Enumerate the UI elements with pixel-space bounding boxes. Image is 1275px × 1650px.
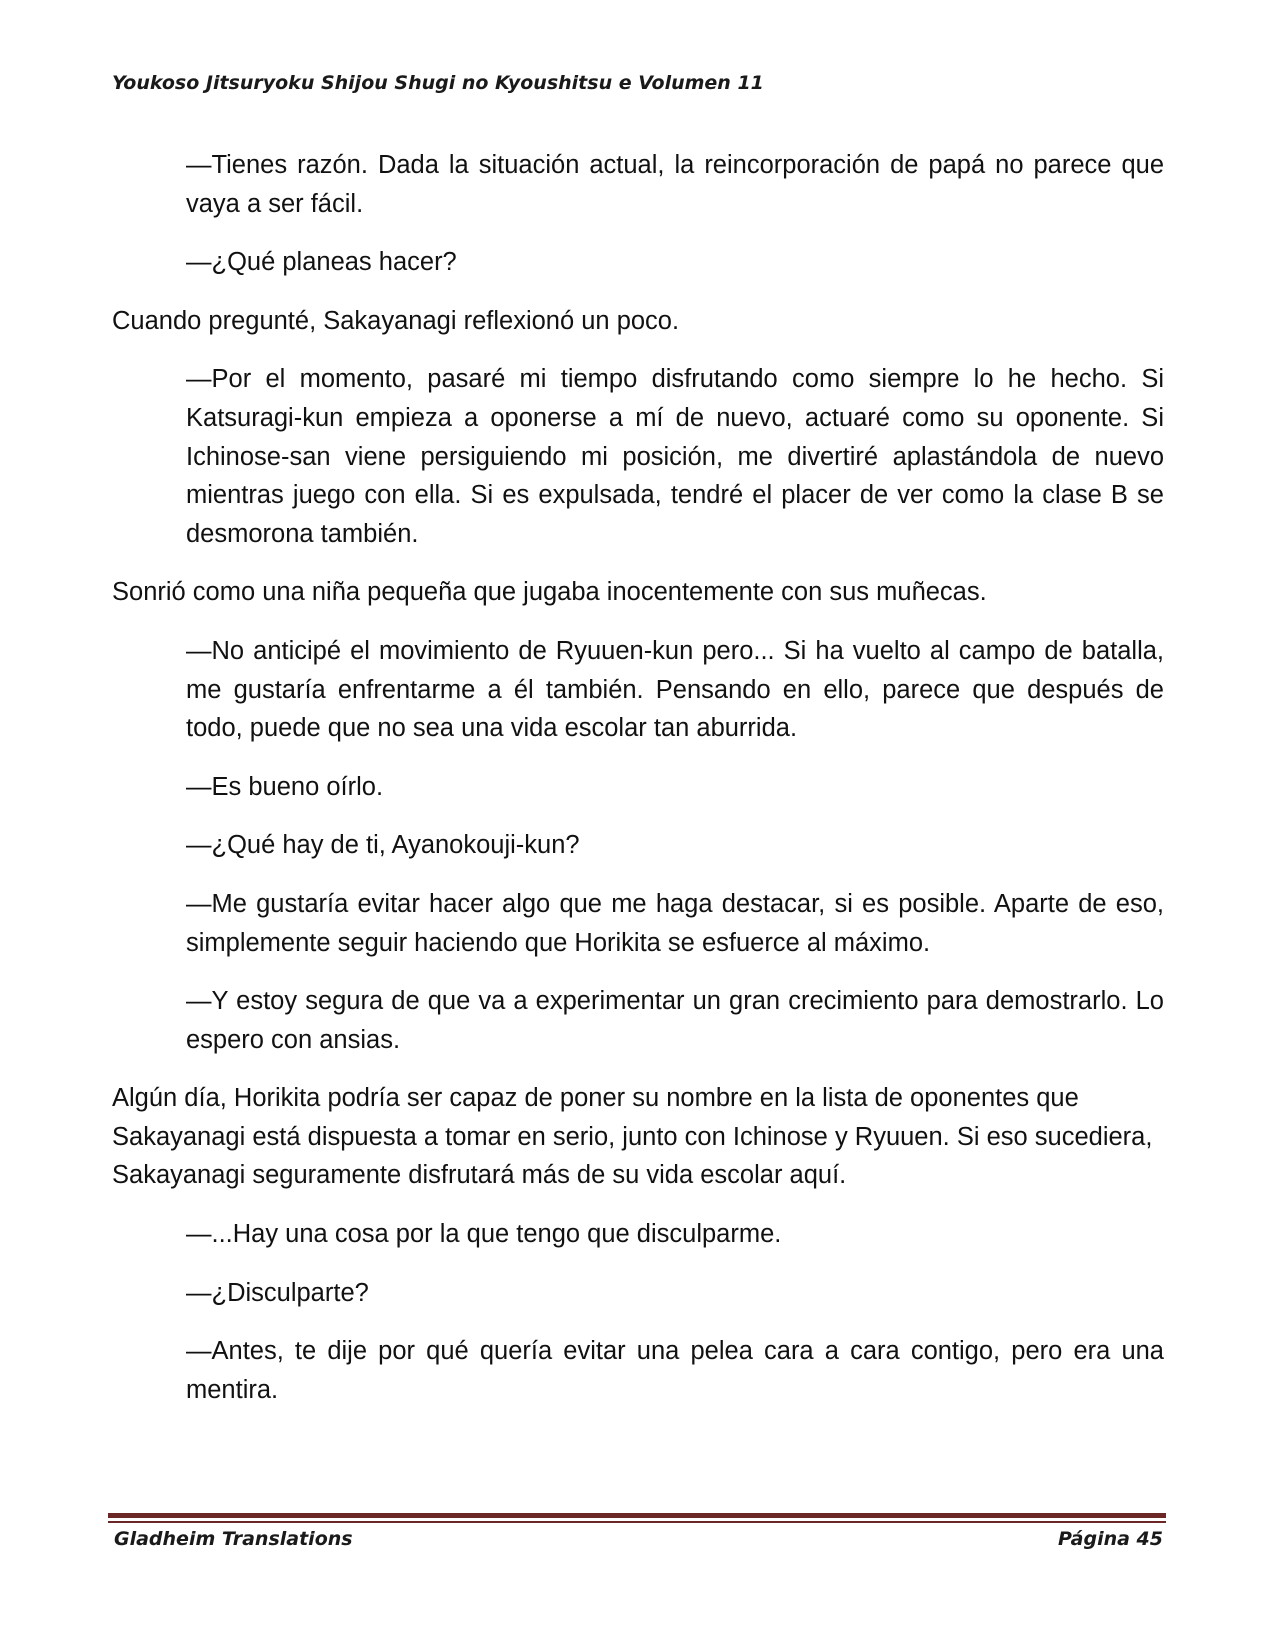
dialogue-paragraph: —Es bueno oírlo. [186, 772, 384, 801]
narration-paragraph: Algún día, Horikita podría ser capaz de poner su nombre en la lista de oponentes que Sakayanagi está dispuesta a tomar en serio, junto con Ichinose y Ryuuen. Si eso sucediera, Sakayanagi seguramente disfrutará más de su vida escolar aquí. [112, 1084, 1153, 1190]
dialogue-paragraph: —Me gustaría evitar hacer algo que me haga destacar, si es posible. Aparte de eso, simplemente seguir haciendo que Horikita se esfuerce al máximo. [186, 889, 1164, 957]
dialogue-paragraph: —Antes, te dije por qué quería evitar una pelea cara a cara contigo, pero era una mentira. [186, 1337, 1164, 1404]
dialogue-paragraph: —...Hay una cosa por la que tengo que disculparme. [186, 1220, 782, 1249]
dialogue-paragraph: —Tienes razón. Dada la situación actual, la reincorporación de papá no parece que vaya a ser fácil. [186, 151, 1164, 218]
narration-paragraph: Sonrió como una niña pequeña que jugaba inocentemente con sus muñecas. [112, 578, 987, 607]
page-header-title: Youkoso Jitsuryoku Shijou Shugi no Kyoushitsu e Volumen 11 [112, 72, 764, 94]
footer-divider-thin [108, 1521, 1166, 1523]
page-body [112, 146, 1164, 1429]
footer-divider-thick [108, 1513, 1166, 1518]
dialogue-paragraph: —¿Qué planeas hacer? [186, 248, 457, 277]
footer-translator-credit: Gladheim Translations [114, 1528, 353, 1550]
narration-paragraph: Cuando pregunté, Sakayanagi reflexionó un poco. [112, 306, 680, 335]
dialogue-paragraph: —¿Disculparte? [186, 1278, 369, 1307]
dialogue-paragraph: —Y estoy segura de que va a experimentar un gran crecimiento para demostrarlo. Lo espero con ansias. [186, 987, 1164, 1054]
dialogue-paragraph: —¿Qué hay de ti, Ayanokouji-kun? [186, 831, 580, 860]
dialogue-paragraph: —Por el momento, pasaré mi tiempo disfrutando como siempre lo he hecho. Si Katsuragi-kun empieza a oponerse a mí de nuevo, actuaré como su oponente. Si Ichinose-san viene persiguiendo mi posición, me divertiré aplastándola de nuevo mientras juego con ella. Si es expulsada, tendré el placer de ver como la clase B se desmorona también. [186, 365, 1164, 548]
dialogue-paragraph: —No anticipé el movimiento de Ryuuen-kun pero... Si ha vuelto al campo de batalla, me gustaría enfrentarme a él también. Pensando en ello, parece que después de todo, puede que no sea una vida escolar tan aburrida. [186, 636, 1164, 743]
footer-page-number: Página 45 [1057, 1528, 1163, 1550]
